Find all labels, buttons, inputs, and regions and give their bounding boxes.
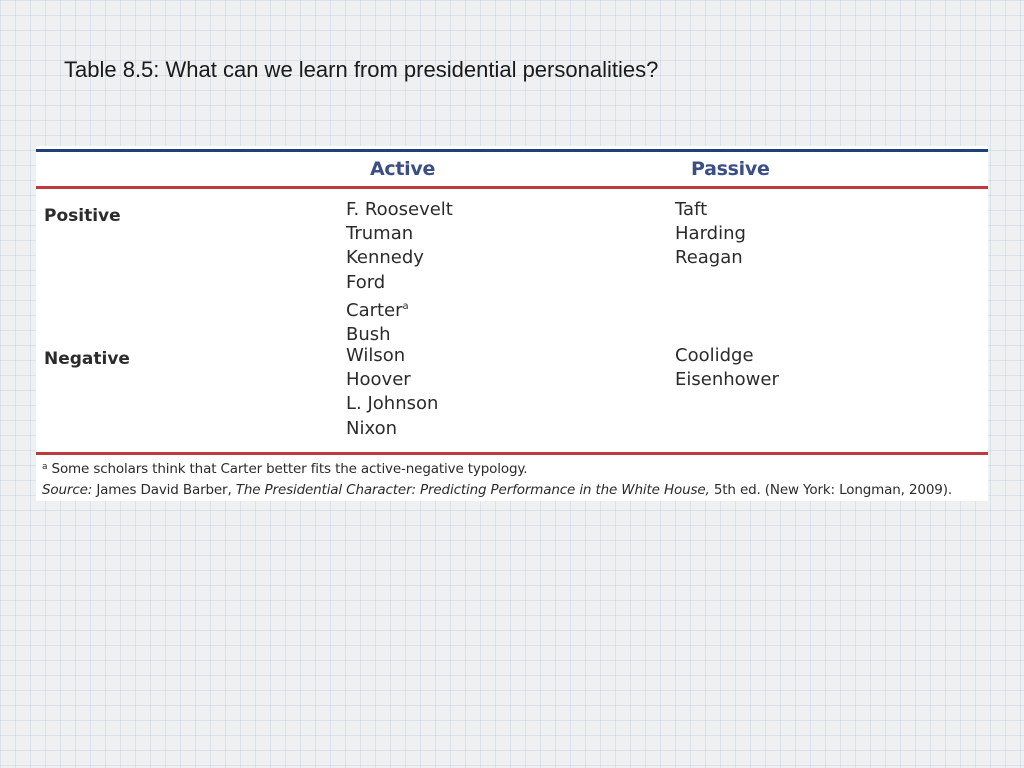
- president-name: Taft: [675, 199, 708, 220]
- president-name: Wilson: [346, 345, 406, 366]
- president-name: Bush: [346, 324, 391, 346]
- row-label-positive: Positive: [44, 206, 121, 226]
- footnote-marker: a: [402, 300, 409, 312]
- president-name: Truman: [346, 223, 414, 245]
- president-name: Carter$^a$: [346, 299, 409, 321]
- president-name: Coolidge: [675, 345, 754, 366]
- president-name: Kennedy: [346, 247, 424, 269]
- negative-active-list: [346, 344, 438, 441]
- personality-table: [36, 146, 988, 501]
- positive-passive-list: [675, 198, 746, 271]
- president-name: Eisenhower: [675, 369, 779, 391]
- footnote-text: Some scholars think that Carter better fits the active-negative typology.: [51, 461, 528, 477]
- footer-rule: [36, 452, 988, 455]
- row-label-negative: Negative: [44, 349, 130, 369]
- footnote-marker: a: [42, 462, 48, 472]
- president-name: Reagan: [675, 247, 743, 269]
- source-author: James David Barber,: [96, 482, 232, 498]
- positive-active-list: [346, 198, 453, 347]
- table-top-rule: [36, 149, 988, 152]
- president-name: Harding: [675, 223, 746, 245]
- president-name: F. Roosevelt: [346, 199, 453, 220]
- negative-passive-list: [675, 344, 779, 392]
- president-name: Ford: [346, 271, 386, 293]
- column-header-passive: Passive: [691, 158, 770, 180]
- source-title: The Presidential Character: Predicting Performance in the White House,: [235, 482, 710, 498]
- source-rest: 5th ed. (New York: Longman, 2009).: [713, 482, 952, 498]
- president-name: Hoover: [346, 369, 411, 391]
- president-name: Nixon: [346, 417, 397, 439]
- footnote: [42, 461, 527, 477]
- source-citation: [42, 482, 952, 498]
- source-label: Source:: [42, 482, 93, 498]
- header-rule: [36, 186, 988, 189]
- president-name: L. Johnson: [346, 393, 439, 415]
- slide-title: Table 8.5: What can we learn from presidential personalities?: [64, 57, 659, 82]
- column-header-active: Active: [370, 158, 436, 180]
